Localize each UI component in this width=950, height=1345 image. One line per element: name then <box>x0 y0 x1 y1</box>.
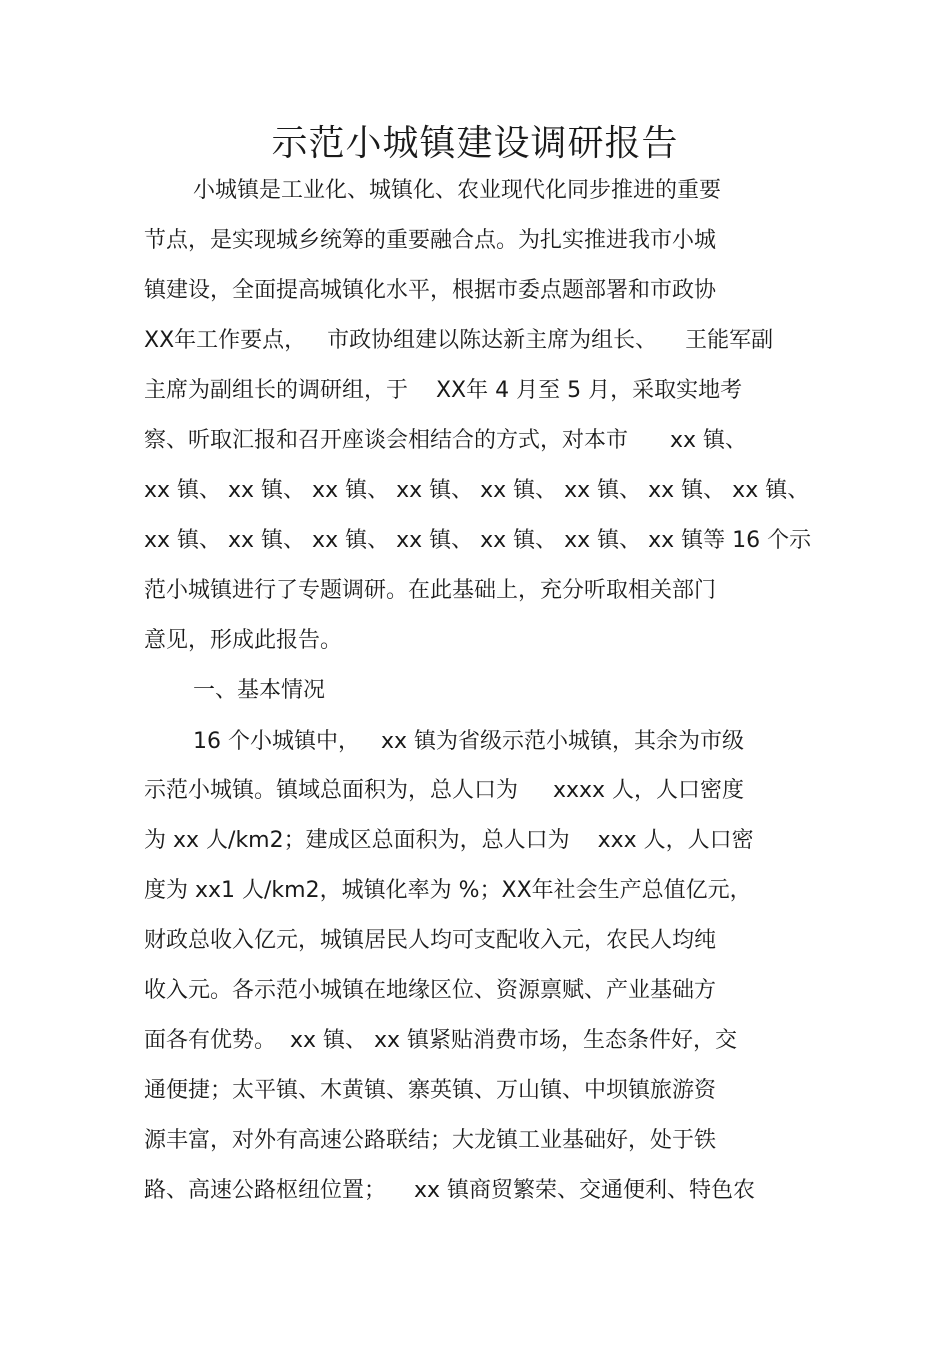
paragraph-line: 节点，是实现城乡统筹的重要融合点。为扎实推进我市小城 <box>144 228 717 253</box>
paragraph-line: 通便捷；太平镇、木黄镇、寨英镇、万山镇、中坝镇旅游资 <box>144 1078 717 1103</box>
paragraph-line: 意见，形成此报告。 <box>144 628 343 653</box>
paragraph-line: 小城镇是工业化、城镇化、农业现代化同步推进的重要 <box>193 178 722 203</box>
paragraph-line: xx 镇、 xx 镇、 xx 镇、 xx 镇、 xx 镇、 xx 镇、 xx 镇、 xx 镇、 <box>144 478 810 503</box>
paragraph-line: 示范小城镇。镇域总面积为，总人口为 xxxx 人，人口密度 <box>144 778 745 803</box>
paragraph-line: 面各有优势。 xx 镇、 xx 镇紧贴消费市场，生态条件好，交 <box>144 1028 738 1053</box>
paragraph-line: 源丰富，对外有高速公路联结；大龙镇工业基础好，处于铁 <box>144 1128 717 1153</box>
paragraph-line: 路、高速公路枢纽位置； xx 镇商贸繁荣、交通便利、特色农 <box>144 1178 756 1203</box>
paragraph-line: 度为 xx1 人/km2，城镇化率为 %；XX年社会生产总值亿元， <box>144 878 752 903</box>
paragraph-line: 范小城镇进行了专题调研。在此基础上，充分听取相关部门 <box>144 578 717 603</box>
document-title: 示范小城镇建设调研报告 <box>271 123 679 164</box>
paragraph-line: xx 镇、 xx 镇、 xx 镇、 xx 镇、 xx 镇、 xx 镇、 xx 镇等 16 个示 <box>144 528 812 553</box>
paragraph-line: XX年工作要点， 市政协组建以陈达新主席为组长、 王能军副 <box>144 328 774 353</box>
section-heading: 一、基本情况 <box>193 678 326 703</box>
paragraph-line: 镇建设，全面提高城镇化水平，根据市委点题部署和市政协 <box>144 278 717 303</box>
paragraph-line: 为 xx 人/km2；建成区总面积为，总人口为 xxx 人，人口密 <box>144 828 754 853</box>
paragraph-line: 收入元。各示范小城镇在地缘区位、资源禀赋、产业基础方 <box>144 978 717 1003</box>
paragraph-line: 16 个小城镇中， xx 镇为省级示范小城镇，其余为市级 <box>193 729 745 754</box>
paragraph-line: 财政总收入亿元，城镇居民人均可支配收入元，农民人均纯 <box>144 928 717 953</box>
paragraph-line: 主席为副组长的调研组，于 XX年 4 月至 5 月，采取实地考 <box>144 378 743 403</box>
paragraph-line: 察、听取汇报和召开座谈会相结合的方式，对本市 xx 镇、 <box>144 428 747 453</box>
